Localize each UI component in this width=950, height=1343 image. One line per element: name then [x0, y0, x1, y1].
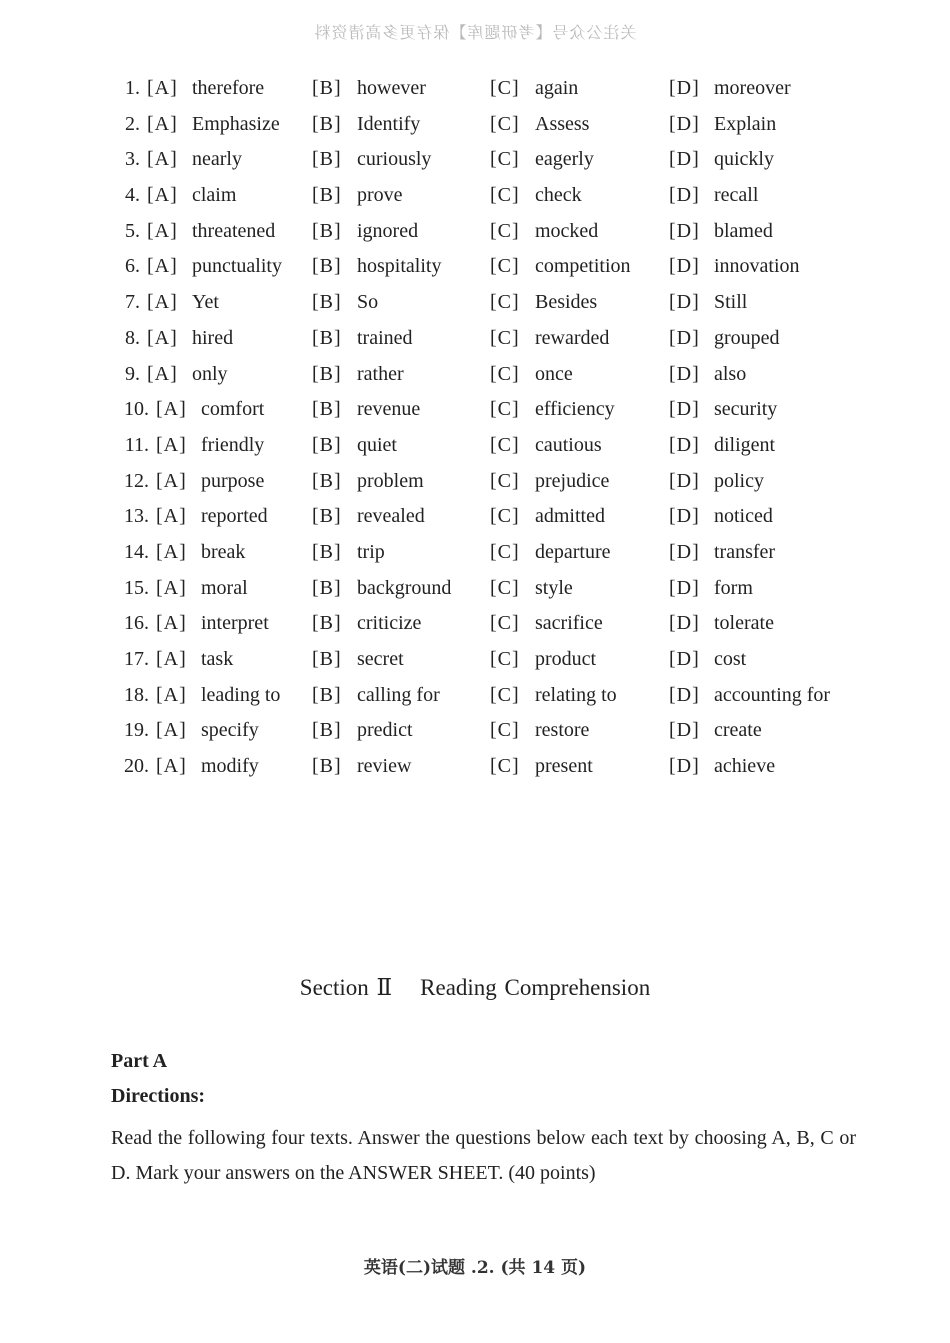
option-b-letter: [B] [312, 255, 342, 278]
option-d-text: cost [714, 648, 747, 670]
option-d-text: Still [714, 291, 748, 314]
option-d-letter: [D] [669, 148, 700, 171]
option-c-text: Besides [535, 291, 598, 314]
option-c-letter: [C] [490, 398, 520, 421]
option-b-text: predict [357, 719, 413, 742]
option-a-text: threatened [192, 219, 276, 242]
option-d-letter: [D] [669, 683, 700, 706]
option-c-letter: [C] [490, 219, 520, 242]
option-b-text: trip [357, 540, 385, 563]
option-c-letter: [C] [490, 612, 520, 635]
option-a-text: Yet [192, 291, 219, 314]
question-row [0, 359, 950, 395]
question-row [0, 394, 950, 430]
question-number: 5. [125, 219, 140, 242]
question-row [0, 323, 950, 359]
option-a-letter: [A] [156, 398, 187, 421]
option-c-letter: [C] [490, 719, 520, 742]
question-number: 15. [124, 576, 149, 599]
option-c-text: sacrifice [535, 612, 603, 635]
question-row [0, 251, 950, 287]
option-b-letter: [B] [312, 148, 342, 171]
option-a-letter: [A] [147, 77, 178, 99]
question-number: 4. [125, 184, 140, 207]
question-number: 9. [125, 362, 140, 385]
option-d-text: achieve [714, 755, 776, 778]
option-d-text: quickly [714, 148, 774, 171]
option-a-text: specify [201, 719, 259, 742]
option-d-text: diligent [714, 433, 776, 456]
option-d-letter: [D] [669, 433, 700, 456]
option-b-letter: [B] [312, 398, 342, 421]
option-c-text: restore [535, 719, 590, 742]
option-a-letter: [A] [156, 719, 187, 742]
question-number: 20. [124, 755, 149, 778]
question-row [0, 287, 950, 323]
option-c-letter: [C] [490, 184, 520, 207]
option-d-text: transfer [714, 540, 776, 563]
option-c-text: check [535, 184, 582, 207]
option-b-text: hospitality [357, 255, 442, 278]
option-c-text: again [535, 77, 579, 99]
option-d-text: Explain [714, 112, 777, 135]
option-c-text: cautious [535, 433, 602, 456]
option-c-text: competition [535, 255, 631, 278]
option-c-text: once [535, 362, 573, 385]
option-a-text: nearly [192, 148, 242, 171]
option-d-letter: [D] [669, 755, 700, 778]
option-b-letter: [B] [312, 469, 342, 492]
option-d-text: moreover [714, 77, 791, 99]
option-a-text: friendly [201, 433, 265, 456]
option-b-letter: [B] [312, 184, 342, 207]
option-b-letter: [B] [312, 362, 342, 385]
option-a-letter: [A] [156, 433, 187, 456]
option-c-letter: [C] [490, 576, 520, 599]
option-a-text: purpose [201, 469, 265, 492]
question-row [0, 715, 950, 751]
option-b-letter: [B] [312, 755, 342, 778]
option-b-letter: [B] [312, 112, 342, 135]
option-a-text: break [201, 540, 246, 563]
option-c-letter: [C] [490, 255, 520, 278]
question-number: 2. [125, 112, 140, 135]
question-number: 14. [124, 540, 149, 563]
question-row [0, 109, 950, 145]
option-b-letter: [B] [312, 505, 342, 528]
option-c-text: efficiency [535, 398, 615, 421]
question-number: 6. [125, 255, 140, 278]
option-d-letter: [D] [669, 255, 700, 278]
section-title-text: Reading Comprehension [420, 975, 651, 1000]
option-b-letter: [B] [312, 540, 342, 563]
option-a-text: moral [201, 576, 248, 599]
option-c-letter: [C] [490, 755, 520, 778]
option-a-text: hired [192, 326, 234, 349]
option-d-text: accounting for [714, 683, 831, 706]
option-c-text: eagerly [535, 148, 594, 171]
option-d-letter: [D] [669, 326, 700, 349]
part-heading: Part A [111, 1050, 168, 1072]
option-b-text: curiously [357, 148, 432, 171]
directions-label: Directions: [111, 1085, 206, 1107]
question-row [0, 680, 950, 716]
option-c-letter: [C] [490, 326, 520, 349]
page-footer: 英语(二)试题 .2. (共 14 页) [363, 1258, 587, 1278]
option-b-letter: [B] [312, 291, 342, 314]
question-number: 16. [124, 612, 149, 635]
option-d-text: form [714, 576, 753, 599]
option-b-text: however [357, 77, 426, 99]
option-b-text: revealed [357, 505, 425, 528]
option-b-text: quiet [357, 433, 397, 456]
option-b-text: prove [357, 184, 403, 207]
question-number: 12. [124, 469, 149, 492]
question-number: 19. [124, 719, 149, 742]
question-number: 1. [125, 77, 140, 99]
option-d-letter: [D] [669, 77, 700, 99]
option-d-text: innovation [714, 255, 800, 278]
directions-text: Read the following four texts. Answer the questions below each text by choosing A, B, C or D. Mark your answers on the ANSWER SHEET. (40 points) [111, 1127, 856, 1184]
option-a-letter: [A] [156, 576, 187, 599]
option-b-text: background [357, 576, 452, 599]
question-row [0, 144, 950, 180]
option-c-text: rewarded [535, 326, 610, 349]
option-c-letter: [C] [490, 505, 520, 528]
option-a-letter: [A] [147, 255, 178, 278]
option-d-letter: [D] [669, 648, 700, 670]
option-d-letter: [D] [669, 398, 700, 421]
option-a-letter: [A] [147, 291, 178, 314]
option-c-text: style [535, 576, 573, 599]
option-a-text: claim [192, 184, 237, 207]
option-c-letter: [C] [490, 683, 520, 706]
option-d-text: tolerate [714, 612, 774, 635]
option-a-letter: [A] [147, 148, 178, 171]
option-b-text: Identify [357, 112, 421, 135]
option-a-text: task [201, 648, 234, 670]
option-c-letter: [C] [490, 362, 520, 385]
question-number: 18. [124, 683, 149, 706]
question-row [0, 751, 950, 787]
option-c-letter: [C] [490, 77, 520, 99]
option-c-letter: [C] [490, 540, 520, 563]
option-b-letter: [B] [312, 719, 342, 742]
question-row [0, 180, 950, 216]
option-c-letter: [C] [490, 291, 520, 314]
option-b-letter: [B] [312, 433, 342, 456]
question-number: 10. [124, 398, 149, 421]
option-a-letter: [A] [156, 469, 187, 492]
option-b-text: secret [357, 648, 404, 670]
option-a-letter: [A] [147, 112, 178, 135]
option-d-letter: [D] [669, 469, 700, 492]
option-b-text: ignored [357, 219, 419, 242]
question-number: 7. [125, 291, 140, 314]
section-heading [0, 975, 950, 1001]
option-d-text: recall [714, 184, 759, 207]
option-a-letter: [A] [156, 540, 187, 563]
option-c-letter: [C] [490, 433, 520, 456]
option-d-text: blamed [714, 219, 773, 242]
option-d-text: create [714, 719, 762, 742]
option-d-text: noticed [714, 505, 773, 528]
option-b-letter: [B] [312, 77, 342, 99]
option-c-letter: [C] [490, 112, 520, 135]
option-a-text: therefore [192, 77, 265, 99]
option-c-text: product [535, 648, 597, 670]
option-a-text: only [192, 362, 228, 385]
option-b-letter: [B] [312, 219, 342, 242]
option-a-text: punctuality [192, 255, 282, 278]
option-d-letter: [D] [669, 112, 700, 135]
option-a-letter: [A] [147, 326, 178, 349]
option-d-text: security [714, 398, 778, 421]
option-a-letter: [A] [156, 612, 187, 635]
question-row [0, 73, 950, 109]
question-row [0, 430, 950, 466]
option-a-text: reported [201, 505, 268, 528]
option-c-letter: [C] [490, 469, 520, 492]
option-d-text: grouped [714, 326, 780, 349]
option-b-text: criticize [357, 612, 422, 635]
option-b-letter: [B] [312, 576, 342, 599]
option-b-letter: [B] [312, 683, 342, 706]
option-a-letter: [A] [156, 648, 187, 670]
question-row [0, 608, 950, 644]
question-number: 8. [125, 326, 140, 349]
option-a-text: Emphasize [192, 112, 280, 135]
option-c-text: prejudice [535, 469, 610, 492]
option-d-text: also [714, 362, 747, 385]
option-d-letter: [D] [669, 612, 700, 635]
option-d-letter: [D] [669, 540, 700, 563]
question-number: 13. [124, 505, 149, 528]
option-b-letter: [B] [312, 326, 342, 349]
section-label: Section Ⅱ [299, 975, 393, 1000]
question-row [0, 537, 950, 573]
option-b-text: revenue [357, 398, 421, 421]
option-a-text: interpret [201, 612, 269, 635]
option-a-letter: [A] [147, 184, 178, 207]
options-list [0, 73, 950, 787]
option-a-text: comfort [201, 398, 265, 421]
watermark-text: 关注公众号【考研题库】保存更多高清资料 [313, 23, 637, 42]
question-number: 3. [125, 148, 140, 171]
option-b-text: review [357, 755, 412, 778]
question-number: 17. [124, 648, 149, 670]
question-row [0, 573, 950, 609]
option-b-text: trained [357, 326, 413, 349]
option-c-text: mocked [535, 219, 599, 242]
option-d-letter: [D] [669, 362, 700, 385]
option-c-text: admitted [535, 505, 605, 528]
option-d-letter: [D] [669, 291, 700, 314]
question-row [0, 466, 950, 502]
option-b-letter: [B] [312, 612, 342, 635]
option-a-letter: [A] [147, 219, 178, 242]
option-d-letter: [D] [669, 576, 700, 599]
option-a-text: modify [201, 755, 259, 778]
option-c-text: present [535, 755, 593, 778]
option-b-text: So [357, 291, 379, 314]
option-d-letter: [D] [669, 184, 700, 207]
option-c-text: relating to [535, 683, 617, 706]
question-row [0, 216, 950, 252]
option-a-letter: [A] [147, 362, 178, 385]
option-d-letter: [D] [669, 505, 700, 528]
option-b-text: calling for [357, 683, 440, 706]
question-row [0, 501, 950, 537]
option-c-text: Assess [535, 112, 590, 135]
option-c-letter: [C] [490, 148, 520, 171]
option-a-letter: [A] [156, 505, 187, 528]
option-c-text: departure [535, 540, 611, 563]
option-d-letter: [D] [669, 719, 700, 742]
option-b-letter: [B] [312, 648, 342, 670]
option-d-letter: [D] [669, 219, 700, 242]
option-d-text: policy [714, 469, 764, 492]
question-number: 11. [124, 433, 149, 456]
option-a-letter: [A] [156, 683, 187, 706]
option-a-letter: [A] [156, 755, 187, 778]
option-b-text: rather [357, 362, 404, 385]
option-b-text: problem [357, 469, 424, 492]
option-c-letter: [C] [490, 648, 520, 670]
option-a-text: leading to [201, 683, 281, 706]
question-row [0, 644, 950, 680]
